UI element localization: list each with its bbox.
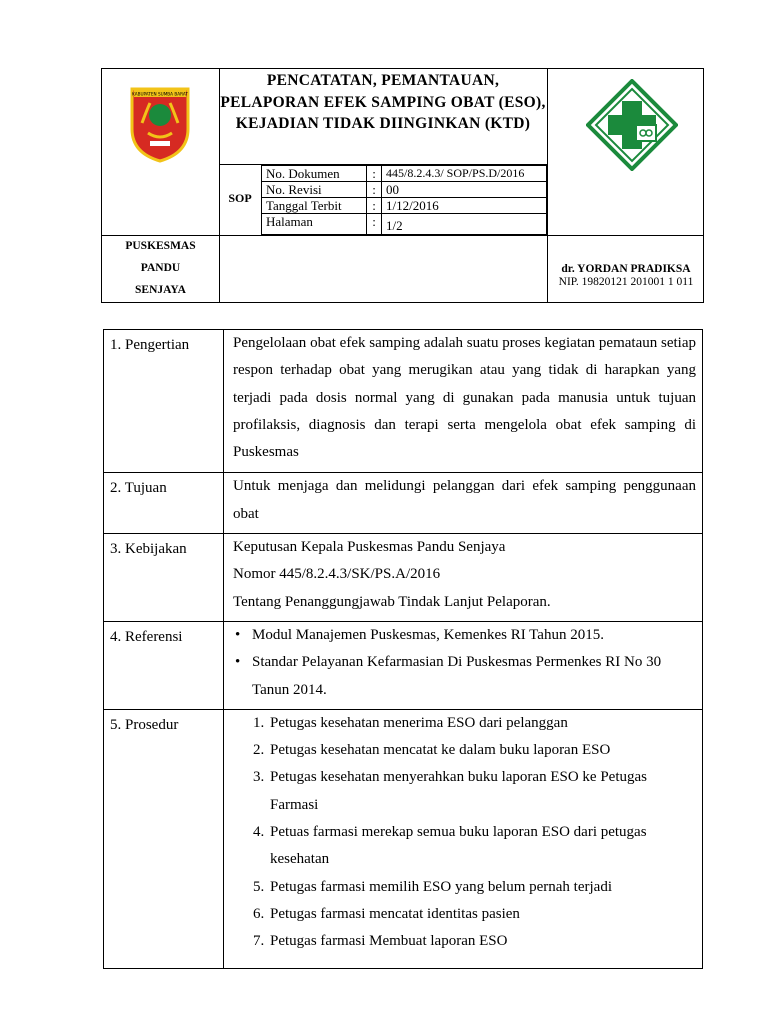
list-item [233, 737, 696, 764]
section-content [224, 621, 703, 709]
list-item [233, 874, 696, 901]
meta-value: 1/2 [382, 214, 547, 235]
org-line: PUSKESMAS [125, 240, 196, 252]
step-text: Petugas farmasi memilih ESO yang belum pernah terjadi [270, 878, 612, 895]
sop-content-table [103, 329, 703, 969]
section-content: Untuk menjaga dan melidungi pelanggan dari efek samping penggunaan obat [224, 473, 703, 534]
table-row [104, 534, 703, 622]
list-item [233, 710, 696, 737]
table-row [104, 621, 703, 709]
meta-value: 1/12/2016 [382, 198, 547, 214]
table-row [262, 198, 547, 214]
list-item [233, 764, 696, 819]
section-content: Pengelolaan obat efek samping adalah suatu proses kegiatan pemataun setiap respon terhadap obat yang merugikan atau yang tidak di harapkan yang terjadi pada dosis normal yang di gunakan pada manusia untuk tujuan profilaksis, diagnosis dan terapi serta mengelola obat efek samping di Puskesmas [224, 330, 703, 473]
section-label: 1. Pengertian [104, 330, 224, 473]
step-text: Petuas farmasi merekap semua buku laporan ESO dari petugas kesehatan [270, 824, 647, 868]
step-number: 7. [253, 933, 265, 950]
meta-value: 445/8.2.4.3/ SOP/PS.D/2016 [382, 166, 547, 182]
list-item [233, 901, 696, 928]
table-row [262, 214, 547, 235]
reference-text: Standar Pelayanan Kefarmasian Di Puskesmas Permenkes RI No 30 Tanun 2014. [252, 654, 662, 698]
meta-sep: : [367, 198, 382, 214]
document-title: PENCATATAN, PEMANTAUAN, PELAPORAN EFEK SAMPING OBAT (ESO), KEJADIAN TIDAK DIINGINKAN (KTD) [220, 72, 546, 132]
meta-key: No. Dokumen [262, 166, 367, 182]
policy-line: Tentang Penanggungjawab Tindak Lanjut Pelaporan. [233, 593, 551, 610]
meta-key: Halaman [262, 214, 367, 235]
step-text: Petugas farmasi Membuat laporan ESO [270, 933, 508, 950]
meta-sep: : [367, 214, 382, 235]
section-label: 4. Referensi [104, 621, 224, 709]
list-item [233, 622, 696, 649]
reference-text: Modul Manajemen Puskesmas, Kemenkes RI Tahun 2015. [252, 626, 604, 643]
sop-label: SOP [228, 191, 252, 205]
list-item [233, 928, 696, 955]
svg-text:KABUPATEN SUMBA BARAT: KABUPATEN SUMBA BARAT [132, 91, 188, 97]
policy-line: Nomor 445/8.2.4.3/SK/PS.A/2016 [233, 566, 441, 583]
reference-list [233, 622, 696, 704]
table-row [262, 182, 547, 198]
step-text: Petugas kesehatan menerima ESO dari pelanggan [270, 714, 568, 731]
section-label: 3. Kebijakan [104, 534, 224, 622]
table-row [104, 330, 703, 473]
bullet-icon: • [235, 654, 241, 671]
section-content [224, 534, 703, 622]
step-text: Petugas kesehatan menyerahkan buku laporan ESO ke Petugas Farmasi [270, 769, 647, 813]
org-line: SENJAYA [135, 284, 186, 296]
meta-value: 00 [382, 182, 547, 198]
list-item [233, 649, 696, 704]
section-label: 5. Prosedur [104, 709, 224, 968]
signatory-nip: NIP. 19820121 201001 1 011 [558, 276, 694, 288]
step-number: 1. [253, 714, 265, 731]
signatory-name: dr. YORDAN PRADIKSA [561, 263, 691, 275]
step-number: 5. [253, 878, 265, 895]
organization-name [102, 235, 219, 301]
meta-key: No. Revisi [262, 182, 367, 198]
step-text: Petugas kesehatan mencatat ke dalam buku laporan ESO [270, 742, 611, 759]
document-meta-table [261, 165, 547, 235]
bullet-icon: • [235, 626, 241, 643]
section-label: 2. Tujuan [104, 473, 224, 534]
regency-emblem-icon [128, 83, 192, 163]
signatory [547, 263, 705, 289]
table-row [104, 709, 703, 968]
step-number: 4. [253, 824, 265, 841]
procedure-list [233, 710, 696, 956]
policy-line: Keputusan Kepala Puskesmas Pandu Senjaya [233, 539, 506, 556]
table-row [104, 473, 703, 534]
section-content [224, 709, 703, 968]
step-number: 6. [253, 905, 265, 922]
step-text: Petugas farmasi mencatat identitas pasien [270, 905, 520, 922]
org-line: PANDU [140, 262, 181, 274]
puskesmas-logo-icon [586, 79, 678, 171]
step-number: 3. [253, 769, 265, 786]
meta-sep: : [367, 166, 382, 182]
table-row [262, 166, 547, 182]
meta-key: Tanggal Terbit [262, 198, 367, 214]
header-table [101, 68, 704, 303]
step-number: 2. [253, 742, 265, 759]
list-item [233, 819, 696, 874]
meta-sep: : [367, 182, 382, 198]
